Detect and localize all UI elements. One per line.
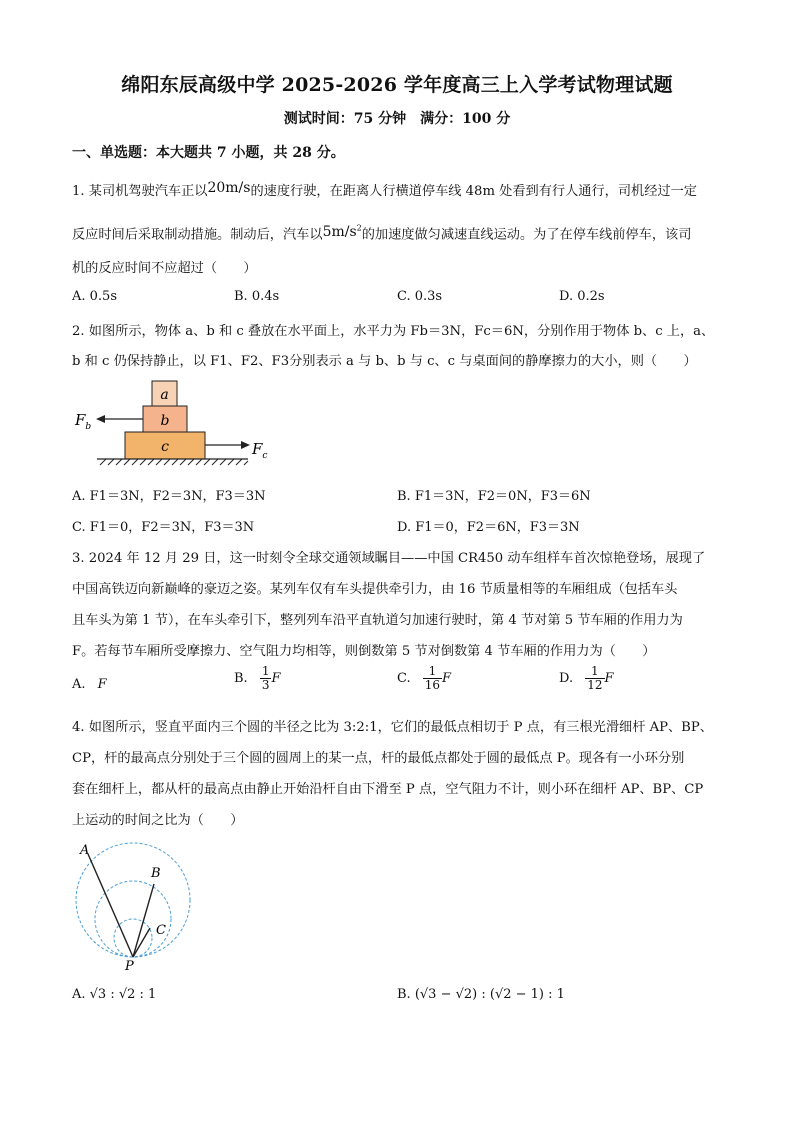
block-c-label: c xyxy=(161,439,169,455)
rod-ap xyxy=(88,854,133,957)
rod-bp xyxy=(133,884,154,957)
q4-line-4: 上运动的时间之比为（ ） xyxy=(72,813,244,828)
q2-option-d[interactable]: D. F1＝0，F2＝6N，F3＝3N xyxy=(397,520,580,535)
q4-line-1: 4. 如图所示，竖直平面内三个圆的半径之比为 3:2:1，它们的最低点相切于 P 点，有三根光滑细杆 AP、BP、 xyxy=(72,720,713,735)
q1-line-2: 反应时间后采取制动措施。制动后，汽车以$5m/s^2$的加速度做匀减速直线运动。为了在停车线前停车，该司 xyxy=(72,223,692,243)
q3-option-b[interactable]: B. $\frac{1}{3}$ F xyxy=(234,664,281,692)
point-a-label: A xyxy=(80,843,90,858)
q3-option-c[interactable]: C. $\frac{1}{16}$ F xyxy=(397,664,452,692)
rod-cp xyxy=(133,928,150,957)
block-b-label: b xyxy=(160,413,170,429)
q2-line-2: b 和 c 仍保持静止，以 F1、F2、F3分别表示 a 与 b、b 与 c、c 与桌面间的静摩擦力的大小，则（ ） xyxy=(72,354,697,369)
q3-option-b-fraction: $\frac{1}{3}$ xyxy=(261,664,270,692)
circle-large xyxy=(76,843,190,957)
blocks-diagram xyxy=(70,378,280,470)
q3-option-d-fraction: $\frac{1}{12}$ xyxy=(587,664,603,692)
block-a-label: a xyxy=(160,387,169,403)
q2-line-1: 2. 如图所示，物体 a、b 和 c 叠放在水平面上，水平力为 Fb＝3N，Fc＝6N，分别作用于物体 b、c 上，a、 xyxy=(72,324,715,339)
q1-acceleration: $5m/s^2$ xyxy=(322,223,362,240)
q3-line-1: 3. 2024 年 12 月 29 日，这一时刻令全球交通领域瞩目——中国 CR450 动车组样车首次惊艳登场，展现了 xyxy=(72,551,706,566)
q4-option-b[interactable]: B. (√3 − √2) : (√2 − 1) : 1 xyxy=(397,987,565,1002)
force-fb-label: $F_b$ xyxy=(75,411,92,432)
force-fc-label: $F_c$ xyxy=(252,440,268,461)
point-b-label: B xyxy=(151,866,161,881)
q3-line-3: 且车头为第 1 节），在车头牵引下，整列列车沿平直轨道匀加速行驶时，第 4 节对第 5 节车厢的作用力为 xyxy=(72,613,683,628)
q1-line-1: 1. 某司机驾驶汽车正以20m/s的速度行驶，在距离人行横道停车线 48m 处看到有行人通行，司机经过一定 xyxy=(72,180,697,199)
q3-line-4: F。若每节车厢所受摩擦力、空气阻力均相等，则倒数第 5 节对倒数第 4 节车厢的作用力为（ ） xyxy=(72,644,656,659)
force-fb-arrowhead xyxy=(96,415,105,423)
q3-option-a[interactable]: A. F xyxy=(72,677,107,692)
circle-small xyxy=(114,919,152,957)
q1-speed: 20m/s xyxy=(207,180,251,196)
exam-info: 测试时间：75 分钟 满分：100 分 xyxy=(283,111,511,127)
q3-option-d[interactable]: D. $\frac{1}{12}$ F xyxy=(559,664,614,692)
ground-hatch xyxy=(100,459,248,465)
point-c-label: C xyxy=(156,923,166,938)
q1-option-d[interactable]: D. 0.2s xyxy=(559,289,605,304)
point-p-label: P xyxy=(125,959,134,974)
q1-option-a[interactable]: A. 0.5s xyxy=(72,289,117,304)
circle-medium xyxy=(95,881,171,957)
q1-option-b[interactable]: B. 0.4s xyxy=(234,289,280,304)
q1-line-3: 机的反应时间不应超过（ ） xyxy=(72,261,257,276)
q2-option-c[interactable]: C. F1＝0，F2＝3N，F3＝3N xyxy=(72,520,255,535)
q3-line-2: 中国高铁迈向新巅峰的豪迈之姿。某列车仅有车头提供牵引力，由 16 节质量相等的车厢组成（包括车头 xyxy=(72,582,678,597)
q2-option-b[interactable]: B. F1＝3N，F2＝0N，F3＝6N xyxy=(397,489,591,504)
force-fc-arrowhead xyxy=(241,441,250,449)
page-title: 绵阳东辰高级中学 2025-2026 学年度高三上入学考试物理试题 xyxy=(121,74,673,96)
section-heading: 一、单选题：本大题共 7 小题，共 28 分。 xyxy=(72,145,345,161)
q1-option-c[interactable]: C. 0.3s xyxy=(397,289,443,304)
q4-line-2: CP，杆的最高点分别处于三个圆的圆周上的某一点，杆的最低点都处于圆的最低点 P。现各有一小环分别 xyxy=(72,751,685,766)
q4-option-a[interactable]: A. √3 : √2 : 1 xyxy=(72,987,157,1002)
q3-option-c-fraction: $\frac{1}{16}$ xyxy=(424,664,441,692)
q4-line-3: 套在细杆上，都从杆的最高点由静止开始沿杆自由下滑至 P 点，空气阻力不计，则小环在细杆 AP、BP、CP xyxy=(72,782,704,797)
q2-option-a[interactable]: A. F1＝3N，F2＝3N，F3＝3N xyxy=(72,489,266,504)
circles-diagram xyxy=(66,836,206,976)
